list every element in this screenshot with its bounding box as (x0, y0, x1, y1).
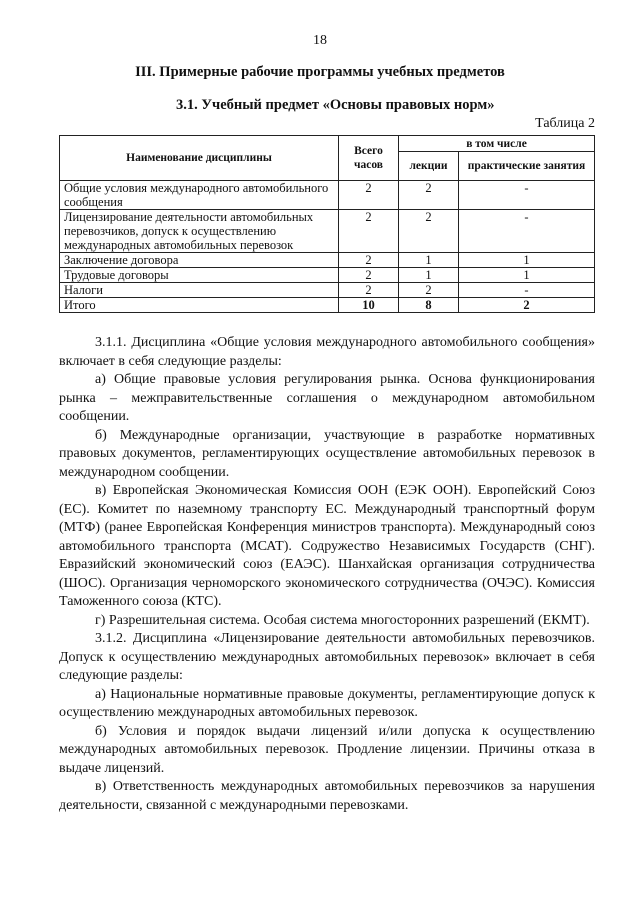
paragraph: в) Европейская Экономическая Комиссия ООН (ЕЭК ООН). Европейский Союз (ЕС). Комитет по наземному транспорту ЕС. Международный транспортный форум (МТФ) (ранее Европейская Конференция министров транспорта). Международный союз автомобильного транспорта (МСАТ). Содружество Независимых Государств (СНГ). Евразийский экономический союз (ЕАЭС). Шанхайская организация сотрудничества (ШОС). Организация черноморского экономического сотрудничества (ОЧЭС). Комиссия Таможенного союза (КТС). (59, 483, 595, 609)
paragraph: б) Международные организации, участвующие в разработке нормативных правовых документов, регламентирующих осуществление автомобильных перевозок в международном сообщении. (59, 427, 595, 480)
paragraph: 3.1.2. Дисциплина «Лицензирование деятельности автомобильных перевозчиков. Допуск к осуществлению международных автомобильных перевозок» включает в себя следующие разделы: (59, 631, 595, 683)
table-row-total (60, 298, 595, 313)
table-row (60, 210, 595, 253)
row-total: 10 (339, 298, 399, 313)
body-text (59, 334, 595, 815)
row-practical: 2 (459, 298, 595, 313)
row-practical: - (459, 210, 595, 253)
row-lectures: 1 (399, 253, 459, 268)
row-total: 2 (339, 253, 399, 268)
row-practical: - (459, 181, 595, 210)
subjects-table (59, 135, 595, 313)
table-row (60, 181, 595, 210)
row-practical: - (459, 283, 595, 298)
section-title: III. Примерные рабочие программы учебных предметов (135, 64, 505, 80)
subsection-title: 3.1. Учебный предмет «Основы правовых норм» (176, 97, 495, 113)
row-total: 2 (339, 283, 399, 298)
table-row (60, 283, 595, 298)
row-total: 2 (339, 268, 399, 283)
table-row (60, 268, 595, 283)
header-name: Наименование дисциплины (60, 136, 339, 181)
row-lectures: 2 (399, 210, 459, 253)
row-name: Лицензирование деятельности автомобильных перевозчиков, допуск к осуществлению международных автомобильных перевозок (60, 210, 339, 253)
row-name: Трудовые договоры (60, 268, 339, 283)
row-name: Общие условия международного автомобильного сообщения (60, 181, 339, 210)
paragraph: г) Разрешительная система. Особая система многосторонних разрешений (ЕКМТ). (95, 612, 590, 628)
row-total: 2 (339, 181, 399, 210)
paragraph: 3.1.1. Дисциплина «Общие условия международного автомобильного сообщения» включает в себя следующие разделы: (59, 335, 595, 369)
table-row (60, 253, 595, 268)
paragraph: а) Общие правовые условия регулирования рынка. Основа функционирования рынка – межправительственные соглашения о международном автомобильном сообщении. (59, 372, 595, 424)
paragraph: в) Ответственность международных автомобильных перевозчиков за нарушения деятельности, связанной с международными перевозками. (59, 779, 595, 813)
paragraph: а) Национальные нормативные правовые документы, регламентирующие допуск к осуществлению международных автомобильных перевозок. (59, 686, 595, 720)
row-name: Итого (60, 298, 339, 313)
row-practical: 1 (459, 253, 595, 268)
header-total: Всего часов (339, 136, 399, 181)
header-including: в том числе (399, 136, 595, 152)
row-name: Заключение договора (60, 253, 339, 268)
row-lectures: 2 (399, 181, 459, 210)
row-lectures: 2 (399, 283, 459, 298)
header-lectures: лекции (399, 152, 459, 181)
row-practical: 1 (459, 268, 595, 283)
table-label: Таблица 2 (535, 116, 595, 131)
row-lectures: 1 (399, 268, 459, 283)
page-number: 18 (313, 33, 327, 48)
row-name: Налоги (60, 283, 339, 298)
paragraph: б) Условия и порядок выдачи лицензий и/или допуска к осуществлению международных автомобильных перевозок. Продление лицензии. Причины отказа в выдаче лицензий. (59, 723, 595, 776)
row-lectures: 8 (399, 298, 459, 313)
header-practical: практические занятия (459, 152, 595, 181)
row-total: 2 (339, 210, 399, 253)
